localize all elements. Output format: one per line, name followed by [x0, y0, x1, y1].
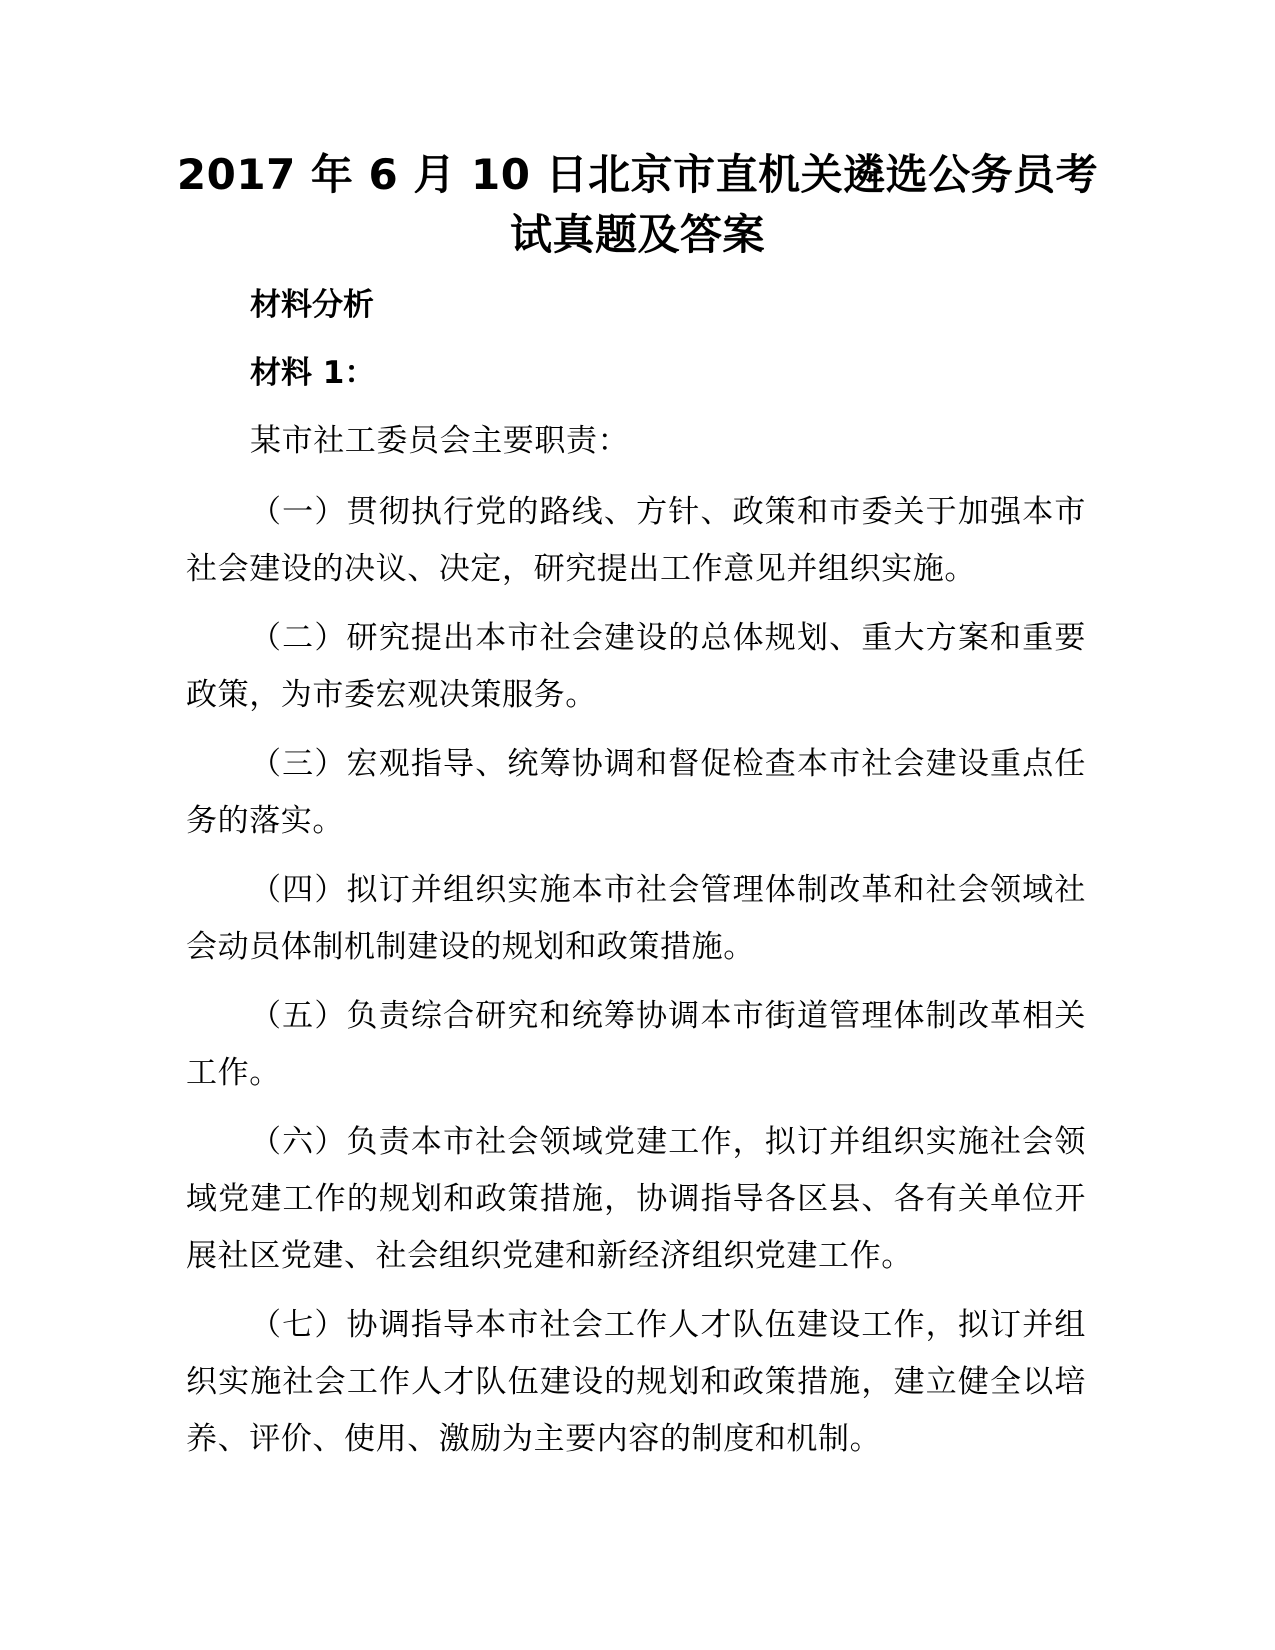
duty-item-5: （五）负责综合研究和统筹协调本市街道管理体制改革相关工作。	[186, 998, 1086, 1091]
duty-item-4: （四）拟订并组织实施本市社会管理体制改革和社会领域社会动员体制机制建设的规划和政策措施。	[186, 872, 1086, 965]
duty-item-2: （二）研究提出本市社会建设的总体规划、重大方案和重要政策，为市委宏观决策服务。	[186, 620, 1086, 713]
document-title: 2017 年 6 月 10 日北京市直机关遴选公务员考试真题及答案	[176, 150, 1099, 259]
document-body	[186, 280, 1086, 1480]
intro-paragraph: 某市社工委员会主要职责：	[250, 423, 630, 459]
duty-item-3: （三）宏观指导、统筹协调和督促检查本市社会建设重点任务的落实。	[186, 746, 1086, 839]
duty-item-6: （六）负责本市社会领域党建工作，拟订并组织实施社会领域党建工作的规划和政策措施，协调指导各区县、各有关单位开展社区党建、社会组织党建和新经济组织党建工作。	[186, 1124, 1086, 1274]
duty-item-1: （一）贯彻执行党的路线、方针、政策和市委关于加强本市社会建设的决议、决定，研究提出工作意见并组织实施。	[186, 494, 1086, 587]
material-label: 材料 1：	[250, 355, 376, 391]
section-heading: 材料分析	[250, 287, 374, 323]
duty-item-7: （七）协调指导本市社会工作人才队伍建设工作，拟订并组织实施社会工作人才队伍建设的规划和政策措施，建立健全以培养、评价、使用、激励为主要内容的制度和机制。	[186, 1307, 1086, 1457]
